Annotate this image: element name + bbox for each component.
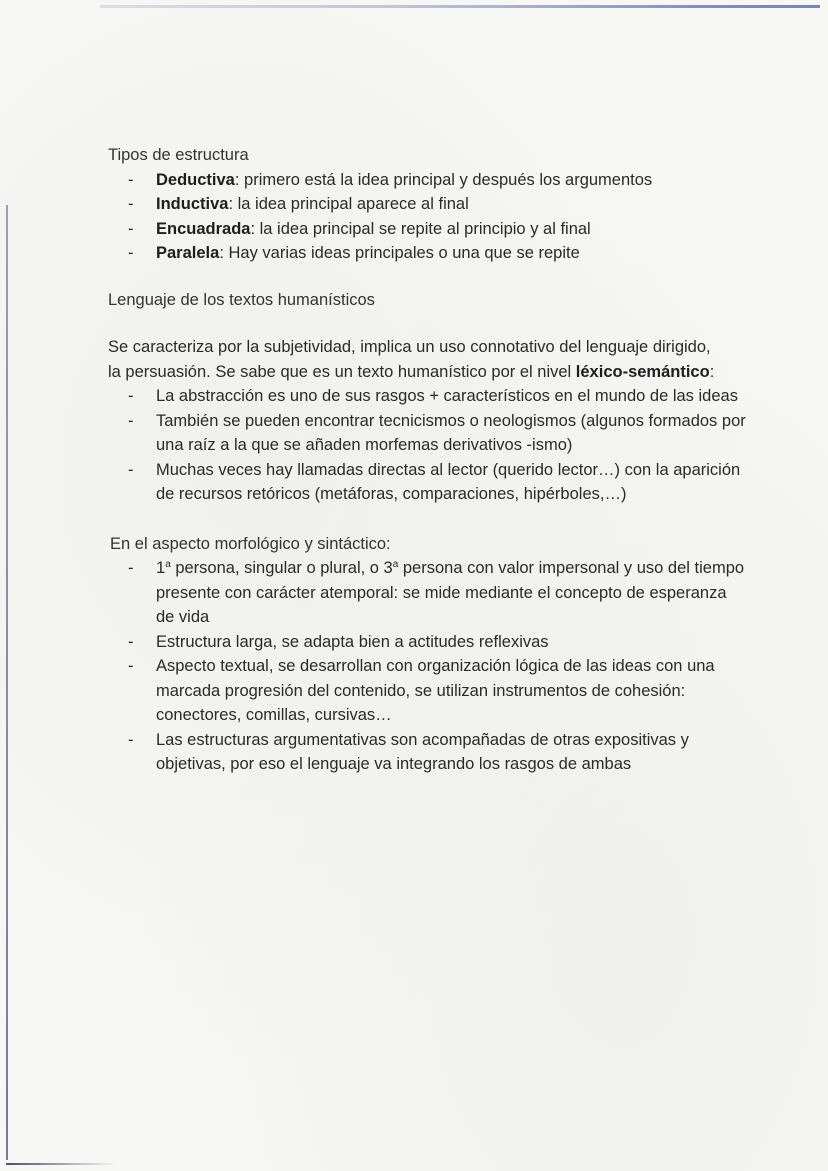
list-item (108, 384, 748, 409)
dash-bullet-icon: - (128, 657, 134, 675)
list-item-text: Aspecto textual, se desarrollan con organización lógica de las ideas con una marcada progresión del contenido, se utilizan instrumentos de cohesión: conectores, comillas, cursivas… (156, 657, 715, 724)
list-item-deductiva (108, 168, 748, 193)
structure-types-list (108, 168, 748, 266)
definition-text: : primero está la idea principal y después los argumentos (234, 170, 653, 189)
list-item-inductiva (108, 192, 748, 217)
list-item (108, 556, 748, 630)
list-item (108, 409, 748, 458)
list-item-text: 1 (156, 559, 166, 577)
list-item-text: Estructura larga, se adapta bien a actitudes reflexivas (156, 632, 549, 651)
morphosyntactic-features-list (108, 556, 748, 777)
section-lenguaje-textos-humanisticos (108, 288, 748, 507)
list-item-text: También se pueden encontrar tecnicismos o neologismos (algunos formados por una raíz a la que se añaden morfemas derivativos -ismo) (156, 411, 746, 454)
ordinal-superscript: a (392, 559, 399, 570)
section-heading: En el aspecto morfológico y sintáctico: (110, 534, 391, 553)
page-edge-top (100, 5, 820, 8)
definition-text: : la idea principal aparece al final (228, 195, 469, 213)
list-item-paralela (108, 241, 748, 266)
section-aspecto-morfologico-sintactico (108, 532, 748, 777)
intro-text: Se caracteriza por la subjetividad, implica un uso connotativo del lenguaje dirigido, la persuasión. Se sabe que es un texto humanístico por el nivel (108, 338, 711, 381)
list-item-text: Muchas veces hay llamadas directas al lector (querido lector…) con la aparición de recursos retóricos (metáforas, comparaciones, hipérboles,…) (156, 460, 741, 503)
dash-bullet-icon: - (128, 219, 134, 238)
dash-bullet-icon: - (128, 244, 134, 262)
list-item-text: persona, singular o plural, o 3 (170, 559, 393, 577)
ordinal-superscript: a (165, 559, 171, 570)
intro-term: léxico-semántico (575, 362, 710, 381)
list-item (108, 728, 748, 777)
document-content (108, 143, 748, 777)
term-label: Inductiva (156, 195, 229, 213)
dash-bullet-icon: - (128, 195, 134, 213)
term-label: Encuadrada (156, 219, 251, 238)
intro-colon: : (709, 362, 715, 381)
term-label: Deductiva (156, 170, 235, 189)
list-item-encuadrada (108, 217, 748, 242)
list-item-text: La abstracción es uno de sus rasgos + característicos en el mundo de las ideas (156, 387, 738, 405)
page-edge-left (6, 205, 8, 1160)
list-item-text: Las estructuras argumentativas son acompañadas de otras expositivas y objetivas, por eso el lenguaje va integrando los rasgos de ambas (156, 730, 689, 773)
dash-bullet-icon: - (128, 170, 134, 189)
list-item-text: persona con valor impersonal y uso del tiempo presente con carácter atemporal: se mide mediante el concepto de esperanza de vida (156, 559, 745, 626)
dash-bullet-icon: - (128, 730, 134, 749)
term-label: Paralela (156, 244, 220, 262)
section-tipos-de-estructura (108, 143, 748, 266)
dash-bullet-icon: - (128, 559, 134, 577)
section-heading: Lenguaje de los textos humanísticos (108, 290, 375, 309)
dash-bullet-icon: - (128, 411, 134, 430)
list-item (108, 458, 748, 507)
page-edge-bottom (6, 1163, 116, 1165)
dash-bullet-icon: - (128, 632, 134, 651)
list-item (108, 630, 748, 655)
dash-bullet-icon: - (128, 460, 134, 479)
list-item (108, 654, 748, 728)
definition-text: : la idea principal se repite al principio y al final (250, 219, 591, 238)
dash-bullet-icon: - (128, 387, 134, 405)
section-heading: Tipos de estructura (108, 146, 249, 164)
lexical-features-list (108, 384, 748, 507)
intro-paragraph (108, 335, 728, 384)
definition-text: : Hay varias ideas principales o una que se repite (219, 244, 580, 262)
